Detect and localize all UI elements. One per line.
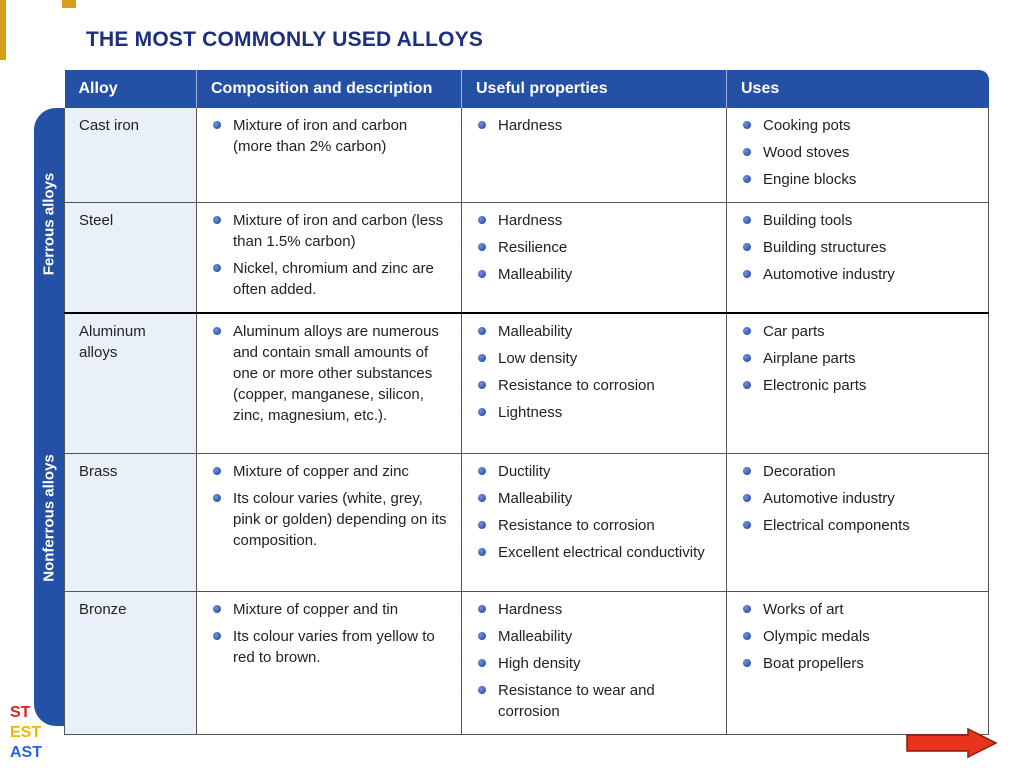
list-item: Malleability: [476, 488, 712, 509]
properties-cell: [462, 203, 727, 314]
list-item: Cooking pots: [741, 115, 974, 136]
level-ast: AST: [10, 744, 42, 761]
list-item: Building tools: [741, 210, 974, 231]
list-item: Hardness: [476, 599, 712, 620]
list-item: Aluminum alloys are numerous and contain small amounts of one or more other substances (copper, manganese, silicon, zinc, magnesium, etc.).: [211, 321, 447, 426]
list-item: Mixture of copper and zinc: [211, 461, 447, 482]
list-item: Olympic medals: [741, 626, 974, 647]
list-item: Lightness: [476, 402, 712, 423]
list-item: Wood stoves: [741, 142, 974, 163]
uses-cell: [727, 203, 989, 314]
composition-cell: [197, 203, 462, 314]
properties-cell: [462, 313, 727, 453]
list-item: Mixture of iron and carbon (less than 1.5% carbon): [211, 210, 447, 252]
ferrous-group-label: Ferrous alloys: [40, 172, 58, 276]
alloy-name: Brass: [65, 453, 197, 591]
corner-decoration-tab: [62, 0, 76, 8]
list-item: Resistance to corrosion: [476, 515, 712, 536]
table-row: [65, 313, 989, 453]
header-composition: Composition and description: [197, 70, 462, 108]
list-item: Electronic parts: [741, 375, 974, 396]
table-row: [65, 453, 989, 591]
composition-cell: [197, 453, 462, 591]
alloy-name: Bronze: [65, 591, 197, 734]
alloy-name: Cast iron: [65, 108, 197, 203]
list-item: Hardness: [476, 115, 712, 136]
list-item: Works of art: [741, 599, 974, 620]
list-item: Building structures: [741, 237, 974, 258]
level-labels: [10, 703, 42, 763]
page-title: THE MOST COMMONLY USED ALLOYS: [86, 28, 484, 51]
list-item: Excellent electrical conductivity: [476, 542, 712, 563]
list-item: Resistance to corrosion: [476, 375, 712, 396]
properties-cell: [462, 108, 727, 203]
list-item: Resistance to wear and corrosion: [476, 680, 712, 722]
alloys-table-wrap: [34, 70, 988, 726]
table-row: [65, 591, 989, 734]
alloy-name: Aluminum alloys: [65, 313, 197, 453]
properties-cell: [462, 453, 727, 591]
header-uses: Uses: [727, 70, 989, 108]
list-item: Low density: [476, 348, 712, 369]
list-item: Airplane parts: [741, 348, 974, 369]
list-item: High density: [476, 653, 712, 674]
list-item: Malleability: [476, 264, 712, 285]
table-row: [65, 108, 989, 203]
list-item: Decoration: [741, 461, 974, 482]
level-est: EST: [10, 724, 42, 741]
uses-cell: [727, 591, 989, 734]
list-item: Ductility: [476, 461, 712, 482]
nonferrous-group-label: Nonferrous alloys: [40, 454, 58, 582]
next-slide-button[interactable]: [906, 728, 998, 763]
uses-cell: [727, 453, 989, 591]
list-item: Hardness: [476, 210, 712, 231]
nonferrous-group-bar: [34, 310, 64, 726]
list-item: Mixture of iron and carbon (more than 2% carbon): [211, 115, 447, 157]
list-item: Automotive industry: [741, 264, 974, 285]
list-item: Mixture of copper and tin: [211, 599, 447, 620]
composition-cell: [197, 313, 462, 453]
header-alloy: Alloy: [65, 70, 197, 108]
level-st: ST: [10, 704, 31, 721]
list-item: Its colour varies (white, grey, pink or golden) depending on its composition.: [211, 488, 447, 551]
list-item: Malleability: [476, 626, 712, 647]
list-item: Malleability: [476, 321, 712, 342]
corner-decoration: [0, 0, 6, 60]
alloys-table: [64, 70, 989, 735]
composition-cell: [197, 108, 462, 203]
properties-cell: [462, 591, 727, 734]
uses-cell: [727, 313, 989, 453]
list-item: Nickel, chromium and zinc are often added.: [211, 258, 447, 300]
table-header-row: [65, 70, 989, 108]
list-item: Car parts: [741, 321, 974, 342]
uses-cell: [727, 108, 989, 203]
list-item: Boat propellers: [741, 653, 974, 674]
header-properties: Useful properties: [462, 70, 727, 108]
arrow-right-icon: [906, 728, 998, 758]
list-item: Resilience: [476, 237, 712, 258]
alloy-name: Steel: [65, 203, 197, 314]
list-item: Its colour varies from yellow to red to brown.: [211, 626, 447, 668]
ferrous-group-bar: [34, 108, 64, 340]
composition-cell: [197, 591, 462, 734]
list-item: Engine blocks: [741, 169, 974, 190]
list-item: Electrical components: [741, 515, 974, 536]
list-item: Automotive industry: [741, 488, 974, 509]
table-row: [65, 203, 989, 314]
